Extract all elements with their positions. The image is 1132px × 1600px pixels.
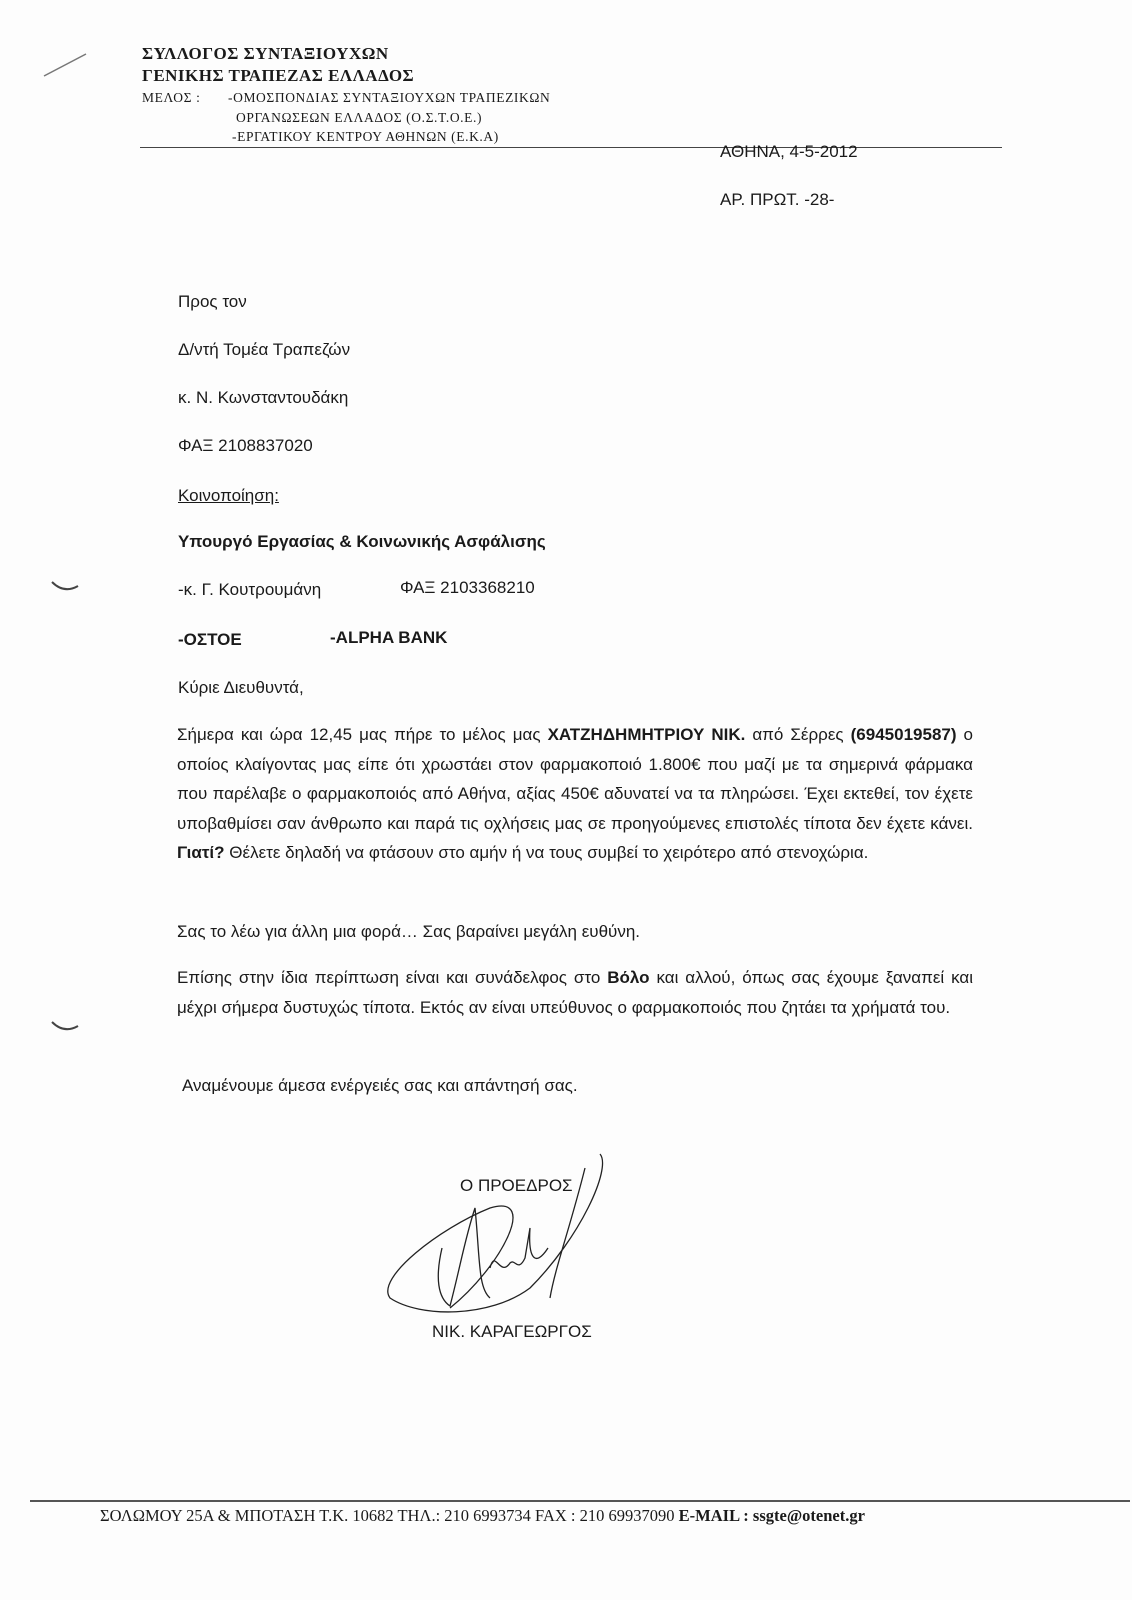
punch-hole-mark <box>50 580 80 594</box>
recipient-line1: Δ/ντή Τομέα Τραπεζών <box>178 340 351 359</box>
handwritten-signature <box>380 1148 620 1323</box>
cc-label: Κοινοποίηση: <box>178 486 279 505</box>
member-label: ΜΕΛΟΣ : <box>142 90 201 105</box>
cc-person-fax: ΦΑΞ 2103368210 <box>400 578 535 597</box>
pen-stroke-mark <box>40 50 90 80</box>
member-line2: ΟΡΓΑΝΩΣΕΩΝ ΕΛΛΑΔΟΣ (Ο.Σ.Τ.Ο.Ε.) <box>236 110 483 125</box>
letter-date: ΑΘΗΝΑ, 4-5-2012 <box>720 142 858 161</box>
recipient-line2: κ. Ν. Κωνσταντουδάκη <box>178 388 349 407</box>
header-divider <box>140 147 1002 148</box>
member-name: ΧΑΤΖΗΔΗΜΗΤΡΙΟΥ ΝΙΚ. <box>547 725 746 744</box>
footer-email: E-MAIL : ssgte@otenet.gr <box>678 1506 865 1525</box>
member-phone: (6945019587) <box>850 725 957 744</box>
signatory-title: Ο ΠΡΟΕΔΡΟΣ <box>460 1176 573 1195</box>
paragraph-2: Σας το λέω για άλλη μια φορά… Σας βαραίνει μεγάλη ευθύνη. <box>177 922 641 941</box>
to-label: Προς τον <box>178 292 247 311</box>
org-title-line2: ΓΕΝΙΚΗΣ ΤΡΑΠΕΖΑΣ ΕΛΛΑΔΟΣ <box>142 66 415 85</box>
cc-ministry: Υπουργό Εργασίας & Κοινωνικής Ασφάλισης <box>178 532 546 551</box>
cc-org1: -ΟΣΤΟΕ <box>178 630 242 649</box>
recipient-fax: ΦΑΞ 2108837020 <box>178 436 313 455</box>
member-line3: -ΕΡΓΑΤΙΚΟΥ ΚΕΝΤΡΟΥ ΑΘΗΝΩΝ (Ε.Κ.Α) <box>232 129 499 144</box>
paragraph-3: Επίσης στην ίδια περίπτωση είναι και συνάδελφος στο Βόλο και αλλού, όπως σας έχουμε ξαναπεί και μέχρι σήμερα δυστυχώς τίποτα. Εκτός αν είναι υπεύθυνος ο φαρμακοποιός που ζητάει τα χρήματά του. <box>177 968 973 1017</box>
punch-hole-mark <box>50 1020 80 1034</box>
cc-person: -κ. Γ. Κουτρουμάνη <box>178 580 322 599</box>
footer <box>100 1506 865 1526</box>
signatory-name: ΝΙΚ. ΚΑΡΑΓΕΩΡΓΟΣ <box>432 1322 592 1341</box>
footer-divider <box>30 1500 1130 1502</box>
paragraph-1: Σήμερα και ώρα 12,45 μας πήρε το μέλος μας ΧΑΤΖΗΔΗΜΗΤΡΙΟΥ ΝΙΚ. από Σέρρες (6945019587) ο οποίος κλαίγοντας μας είπε ότι χρωστάει στον φαρμακοποιό 1.800€ που μαζί με τα σημερινά φάρμακα που παρέλαβε ο φαρμακοποιός από Αθήνα, αξίας 450€ αδυνατεί να τα πληρώσει. Έχει εκτεθεί, τον έχετε υποβαθμίσει σαν άνθρωπο και παρά τις οχλήσεις μας σε προηγούμενες επιστολές τίποτα δεν έχετε κάνει. Γιατί? Θέλετε δηλαδή να φτάσουν στο αμήν ή να τους συμβεί το χειρότερο από στενοχώρια. <box>177 725 973 862</box>
cc-org2: -ALPHA BANK <box>330 628 448 647</box>
protocol-number: ΑΡ. ΠΡΩΤ. -28- <box>720 190 835 209</box>
paragraph-4: Αναμένουμε άμεσα ενέργειές σας και απάντησή σας. <box>182 1076 578 1095</box>
salutation: Κύριε Διευθυντά, <box>178 678 304 697</box>
org-title-line1: ΣΥΛΛΟΓΟΣ ΣΥΝΤΑΞΙΟΥΧΩΝ <box>142 44 389 63</box>
footer-address: ΣΟΛΩΜΟΥ 25Α & ΜΠΟΤΑΣΗ Τ.Κ. 10682 ΤΗΛ.: 210 6993734 FAX : 210 69937090 <box>100 1506 679 1525</box>
member-line1: -ΟΜΟΣΠΟΝΔΙΑΣ ΣΥΝΤΑΞΙΟΥΧΩΝ ΤΡΑΠΕΖΙΚΩΝ <box>228 90 551 105</box>
